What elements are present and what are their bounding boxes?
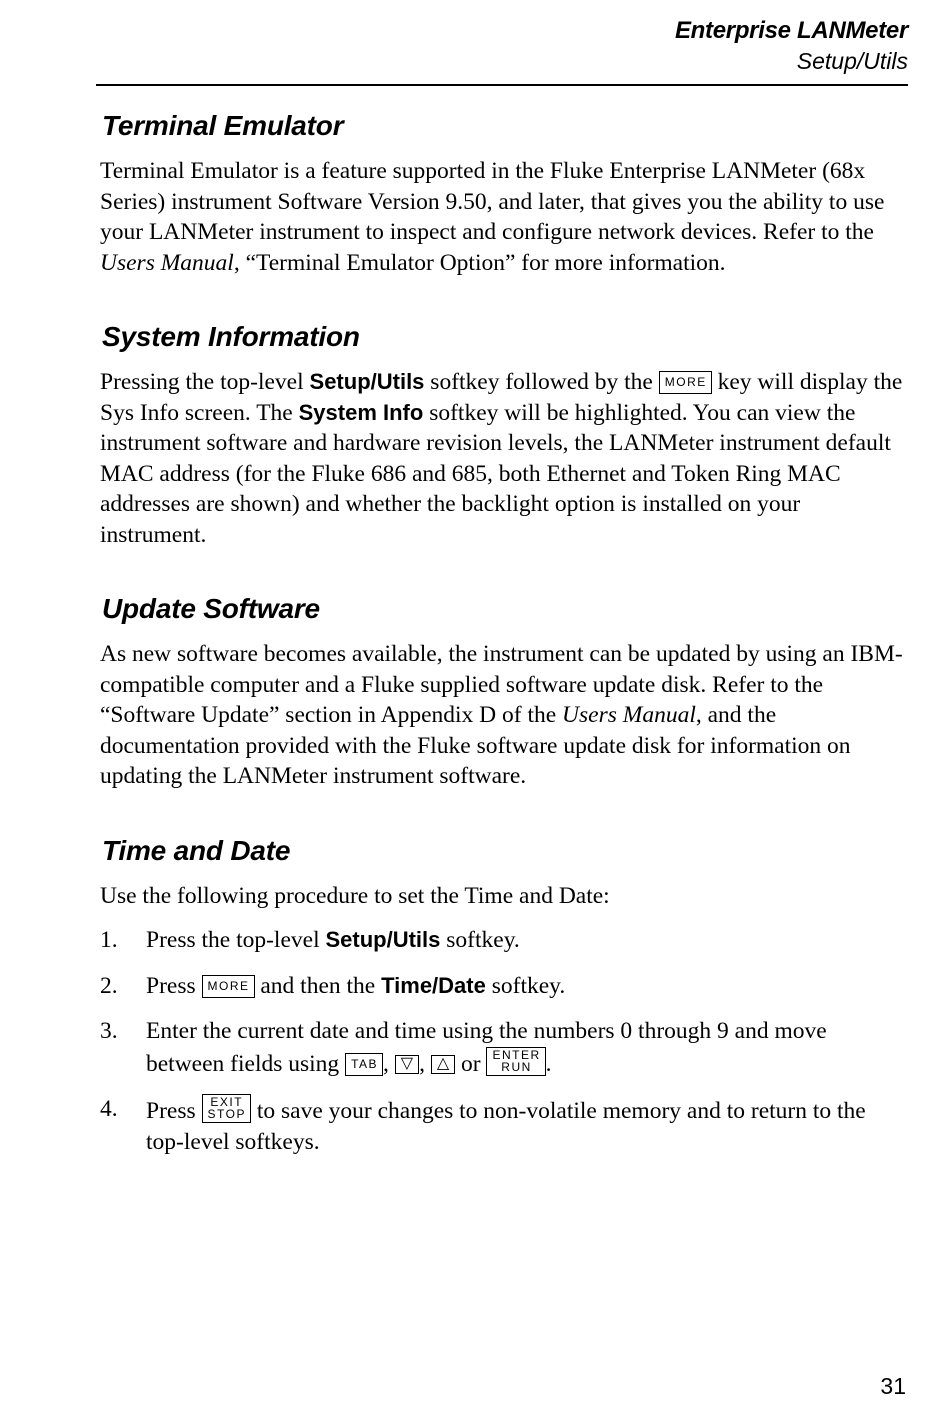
paragraph-system-information bbox=[100, 367, 908, 550]
down-arrow-key-icon: ▽ bbox=[395, 1055, 419, 1074]
key-more: MORE bbox=[659, 371, 712, 394]
emphasis-users-manual: Users Manual bbox=[562, 702, 696, 728]
softkey-system-info: System Info bbox=[298, 399, 424, 425]
text: softkey will be highlighted. You can view the instrument software and hardware revision levels, the LANMeter instrument default MAC address (for the Fluke 686 and 685, both Ethernet and Token Ring MAC addresses are shown) and whether the backlight option is installed on your instrument. bbox=[100, 399, 891, 548]
key-label-bottom: RUN bbox=[501, 1059, 532, 1074]
step-number: 4. bbox=[100, 1096, 118, 1122]
text: to save your changes to non-volatile memory and to return to the top-level softkeys. bbox=[146, 1098, 866, 1155]
heading-time-and-date: Time and Date bbox=[102, 834, 291, 866]
text: softkey followed by the bbox=[424, 369, 659, 395]
step-number: 1. bbox=[100, 927, 118, 953]
paragraph-update-software bbox=[100, 639, 908, 792]
heading-terminal-emulator: Terminal Emulator bbox=[102, 110, 344, 141]
page-number: 31 bbox=[880, 1373, 906, 1399]
header-rule bbox=[96, 84, 908, 86]
softkey-time-date: Time/Date bbox=[381, 972, 486, 998]
running-header bbox=[675, 16, 908, 76]
paragraph-time-date-intro: Use the following procedure to set the Time and Date: bbox=[100, 882, 610, 909]
text: , bbox=[419, 1050, 431, 1077]
text: softkey. bbox=[485, 972, 566, 999]
key-label-top: ENTER bbox=[492, 1047, 541, 1062]
key-more: MORE bbox=[202, 975, 255, 998]
key-exit-stop bbox=[202, 1094, 251, 1123]
text: Press bbox=[146, 972, 202, 999]
heading-system-information: System Information bbox=[102, 321, 360, 352]
text: , “Terminal Emulator Option” for more information. bbox=[233, 249, 726, 276]
text: Enter the current date and time using the numbers 0 through 9 and move between fields using bbox=[146, 1018, 827, 1077]
key-enter-run bbox=[486, 1047, 545, 1076]
header-section: Setup/Utils bbox=[796, 48, 908, 74]
text: , bbox=[383, 1050, 395, 1077]
list-item bbox=[100, 971, 908, 1002]
text: , and the documentation provided with the Fluke software update disk for information on updating the LANMeter instrument software. bbox=[100, 702, 851, 789]
text: and then the bbox=[254, 972, 382, 999]
text: softkey. bbox=[440, 927, 520, 953]
page-body bbox=[100, 108, 908, 1172]
step-number: 3. bbox=[100, 1018, 118, 1044]
softkey-setup-utils: Setup/Utils bbox=[325, 927, 441, 952]
text: Terminal Emulator is a feature supported in the Fluke Enterprise LANMeter (68x Series) instrument Software Version 9.50, and later, that gives you the ability to use your LANMeter instrument to inspect and configure network devices. Refer to the bbox=[100, 158, 885, 245]
text: Press the top-level bbox=[146, 927, 326, 953]
heading-update-software: Update Software bbox=[102, 593, 320, 624]
key-label-bottom: STOP bbox=[207, 1107, 246, 1121]
key-label-top: EXIT bbox=[210, 1095, 244, 1109]
up-arrow-key-icon: △ bbox=[431, 1055, 455, 1074]
key-tab: TAB bbox=[345, 1053, 383, 1076]
step-number: 2. bbox=[100, 972, 118, 999]
text: Pressing the top-level bbox=[100, 369, 310, 395]
list-item bbox=[100, 1016, 908, 1079]
procedure-list bbox=[100, 925, 908, 1157]
text: or bbox=[455, 1050, 487, 1077]
text: key will display the Sys Info screen. The bbox=[100, 369, 903, 426]
softkey-setup-utils: Setup/Utils bbox=[309, 369, 425, 394]
emphasis-users-manual: Users Manual bbox=[100, 249, 234, 276]
text: Press bbox=[146, 1098, 202, 1124]
paragraph-terminal-emulator bbox=[100, 156, 908, 278]
text: As new software becomes available, the instrument can be updated by using an IBM-compatible computer and a Fluke supplied software update disk. Refer to the “Software Update” section in Appendix D of the bbox=[100, 641, 903, 728]
text: . bbox=[545, 1050, 552, 1077]
list-item bbox=[100, 1094, 908, 1157]
header-brand: Enterprise LANMeter bbox=[674, 17, 908, 44]
list-item bbox=[100, 925, 908, 956]
